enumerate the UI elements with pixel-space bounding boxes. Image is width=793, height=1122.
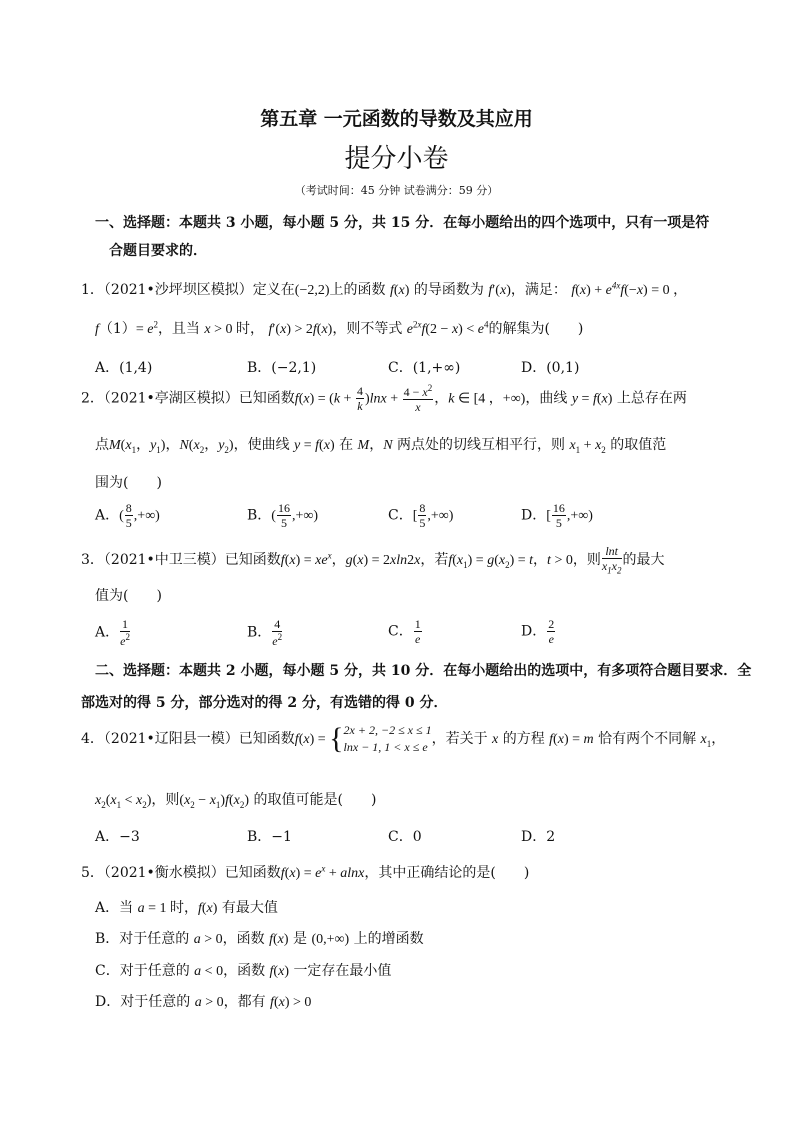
option-label: C． (388, 623, 413, 640)
section1-heading-line2: 合题目要求的． (109, 243, 207, 259)
q5-option-b[interactable]: B．对于任意的 a > 0，函数 f(x) 是 (0,+∞) 上的增函数 (95, 931, 424, 947)
frac-numerator: 16 (277, 501, 290, 515)
option-label: D． (521, 623, 547, 640)
frac-denominator: 5 (125, 516, 132, 530)
frac-denominator: 5 (555, 516, 562, 530)
q4-line2: $x_2(x_1 < x_2)$，则$(x_2 - x_1)f(x_2)$ 的取值可能是( ) (95, 792, 377, 810)
q2-text: 两点处的切线互相平行，则 (396, 437, 565, 453)
q2-line3: 围为( ) (95, 475, 162, 491)
q3-line2: 值为( ) (95, 588, 162, 604)
q3-text: ，则 (572, 552, 601, 569)
q1-text: （1） (98, 321, 136, 337)
q5-option-a[interactable]: A．当 a = 1 时，f(x) 有最大值 (95, 900, 278, 916)
q2-option-d[interactable]: D．[ $\frac{16}{5}$ ,+∞) (521, 501, 593, 530)
q3-text: 的最大 (622, 552, 665, 569)
q3-line1: 3．（2021•中卫三模）已知函数$f(x) = xe^x$，g(x) = 2xln2x，若$f(x_1) = g(x_2) = t$，t > 0，则 $\frac{\ln t}{x_1x_2}$ 的最大 (81, 544, 665, 576)
frac-denominator: 5 (280, 516, 287, 530)
page-subtitle: 提分小卷 (344, 144, 449, 174)
frac-numerator: 1 (122, 617, 129, 631)
q4-text: ，则 (151, 792, 180, 808)
q3-option-d[interactable]: D． $\frac{2}{e}$ (521, 617, 555, 646)
q2-source: 2．（2021•亭湖区模拟）已知函数 (81, 390, 295, 407)
q1-text: 上的函数 (329, 282, 386, 298)
q2-text: ，曲线 (525, 390, 568, 407)
q4-text: 恰有两个不同解 (598, 731, 697, 747)
q3-source: 3．（2021•中卫三模）已知函数 (81, 552, 281, 569)
q5-line1: 5．（2021•衡水模拟）已知函数$f(x) = e^x + alnx$，其中正确结论的是( ) (81, 863, 530, 881)
q2-text: 点 (95, 437, 109, 453)
q5-option-text: ，都有 (223, 994, 266, 1010)
q3-option-b[interactable]: B． $\frac{4}{e^2}$ (247, 617, 283, 648)
q1-line2: $f(1)= e^2$，且当 x > 0 时， f′(x) > 2f(x)，则不等式 $e^{2x}f(2 - x) < e^4$的解集为( ) (95, 319, 584, 337)
option-label: A． (95, 507, 120, 524)
frac-numerator: 8 (419, 501, 426, 515)
q3-text: ， (533, 552, 548, 569)
page-title: 第五章 一元函数的导数及其应用 (260, 108, 533, 130)
q5-option-text: 有最大值 (221, 900, 278, 916)
q5-option-text: ，函数 (222, 931, 265, 947)
q1-line1: 1．（2021•沙坪坝区模拟）定义在(−2,2)上的函数 f(x) 的导函数为 f′(x)，满足： $f(x) + e^{4x}f(-x) = 0$ ， (81, 280, 688, 298)
frac-numerator: 16 (552, 501, 565, 515)
q2-text: ， (434, 390, 449, 407)
q2-option-a[interactable]: A．( $\frac{8}{5}$ ,+∞) (95, 501, 160, 530)
q4-option-d[interactable]: D．2 (521, 829, 556, 845)
q2-text: 在 (339, 437, 354, 453)
q2-option-c[interactable]: C．[ $\frac{8}{5}$ ,+∞) (388, 501, 454, 530)
q1-text: 时， (236, 321, 265, 337)
q4-option-c[interactable]: C．0 (388, 829, 422, 845)
q1-text: ，则不等式 (332, 321, 403, 337)
q2-text: 的取值范 (610, 437, 667, 453)
option-label: B． (247, 507, 272, 524)
frac-denominator: 5 (419, 516, 426, 530)
frac-numerator: 1 (414, 617, 421, 631)
q4-source: 4．（2021•辽阳县一模）已知函数 (81, 731, 295, 747)
q5-option-d[interactable]: D．对于任意的 a > 0，都有 f(x) > 0 (95, 994, 312, 1010)
q5-option-c[interactable]: C．对于任意的 a < 0，函数 f(x) 一定存在最小值 (95, 963, 392, 979)
q5-option-text: 上的增函数 (353, 931, 424, 947)
q3-text: ， (331, 552, 346, 569)
q4-text: 的方程 (502, 731, 545, 747)
q1-text: ，满足： (510, 282, 567, 298)
q1-text: 的导函数为 (413, 282, 484, 298)
q5-option-text: 是 (293, 931, 308, 947)
section1-heading-line1: 一、选择题：本题共 3 小题，每小题 5 分，共 15 分．在每小题给出的四个选项中，只有一项是符 (95, 215, 710, 231)
q2-option-b[interactable]: B．( $\frac{16}{5}$ ,+∞) (247, 501, 319, 530)
q1-option-d[interactable]: D．(0,1) (521, 360, 580, 376)
frac-numerator: 2 (548, 617, 555, 631)
q5-option-text: 时， (169, 900, 198, 916)
option-label: D． (521, 507, 547, 524)
q3-text: ，若 (420, 552, 449, 569)
q2-text: ， (165, 437, 180, 453)
q1-text: ，且当 (157, 321, 200, 337)
q5-option-text: ，函数 (223, 963, 266, 979)
q5-option-text: A．当 (95, 900, 134, 916)
q2-text: ，使曲线 (233, 437, 290, 453)
option-label: B． (247, 624, 272, 641)
q3-option-a[interactable]: A． $\frac{1}{e^2}$ (95, 617, 130, 648)
exam-info: （考试时间：45 分钟 试卷满分：59 分） (294, 184, 499, 197)
q4-option-b[interactable]: B．−1 (247, 829, 292, 845)
q4-text: 的取值可能是( ) (253, 792, 377, 808)
q2-text: ， (369, 437, 384, 453)
q3-option-c[interactable]: C． $\frac{1}{e}$ (388, 617, 421, 646)
section2-heading-line1: 二、选择题：本题共 2 小题，每小题 5 分，共 10 分．在每小题给出的选项中，有多项符合题目要求．全 (95, 663, 752, 679)
q4-line1: 4．（2021•辽阳县一模）已知函数f(x) = { 2x + 2, −2 ≤ x ≤ 1 lnx − 1, 1 < x ≤ e ，若关于 x 的方程 f(x) = m 恰有两个不同解 $x_1$， (81, 722, 726, 755)
q1-option-b[interactable]: B．(−2,1) (247, 360, 317, 376)
q5-source: 5．（2021•衡水模拟）已知函数 (81, 865, 281, 881)
q5-text: ，其中正确结论的是( ) (364, 865, 530, 881)
q1-text: 的解集为( ) (488, 321, 584, 337)
q2-line1: 2．（2021•亭湖区模拟）已知函数f(x) = (k + $\frac{4}{k}$ )lnx + $\frac{4 - x^2}{x}$ ，k ∈ [4 ，+∞)，曲线 y = f(x) 上总存在两 (81, 383, 687, 414)
q1-option-a[interactable]: A．(1,4) (95, 360, 153, 376)
section2-heading-line2: 部选对的得 5 分，部分选对的得 2 分，有选错的得 0 分． (81, 695, 448, 711)
q4-text: ，若关于 (431, 731, 488, 747)
frac-numerator: 8 (125, 501, 132, 515)
option-label: C． (388, 507, 413, 524)
q2-line2: 点$M(x_1$，$y_1$)，$N(x_2$，$y_2$)，使曲线 y = f(x) 在 M，N 两点处的切线互相平行，则 $x_1 + x_2$ 的取值范 (95, 437, 667, 455)
q1-source: 1．（2021•沙坪坝区模拟）定义在 (81, 282, 295, 298)
frac-numerator: 4 (274, 617, 281, 631)
q5-option-text: D．对于任意的 (95, 994, 191, 1010)
q1-option-c[interactable]: C．(1,+∞) (388, 360, 461, 376)
q5-option-text: B．对于任意的 (95, 931, 190, 947)
option-label: A． (95, 624, 120, 641)
q5-option-text: C．对于任意的 (95, 963, 190, 979)
q5-option-text: 一定存在最小值 (293, 963, 392, 979)
q4-option-a[interactable]: A．−3 (95, 829, 140, 845)
q2-text: 上总存在两 (616, 390, 687, 407)
